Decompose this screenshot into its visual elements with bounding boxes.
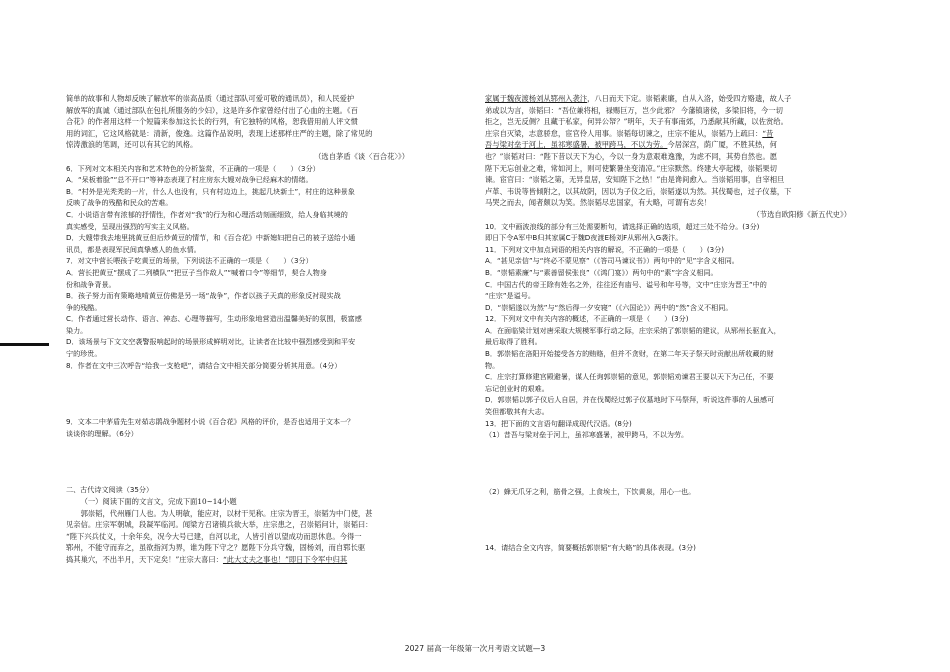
underlined-text: “此大丈夫之事也！”即日下令军中归其 — [222, 555, 348, 564]
option-a: A．“呆板着脸”“总不开口”等神态表现了村庄房东大嫂对战争已经麻木的情绪。 — [66, 175, 313, 185]
text-line — [485, 93, 885, 105]
option-b: B．“村外是光秃秃的一片，什么人也没有，只有村边边上，挑起几块新土”，村庄的这种景象 — [66, 186, 355, 196]
question-stem: 6．下列对文本相关内容和艺术特色的分析鉴赏，不正确的一项是（ ）（3分） — [66, 163, 320, 173]
question-14: 14．请结合全文内容，简要概括郭崇韬“有大略”的具体表现。(3分) — [485, 543, 696, 553]
question-stem: 7．对文中营长喂孩子吃黄豆的场景，下列说法不正确的一项是（ ）（3分） — [66, 256, 313, 266]
option-d: D．郭崇韬以郭子仪后人自居，并在伐蜀经过郭子仪墓地时下马祭拜，听说这件事的人虽感可 — [485, 395, 775, 405]
text-line: “陛下兴兵仗义，十余年矣，况今大号已建，自河以北，人皆引首以望成功而思休息。今得一 — [66, 531, 362, 541]
text-segment: 今居深宫，荫广厦，不胜其热，何 — [667, 140, 777, 150]
text-line: 弟或以为言，崇韬曰：“吾位兼将相，禄赐巨万，岂少此邪？ 今藩镇诸侯，多梁旧将，今一切 — [485, 105, 783, 115]
question-13-part1: （1）昔吾与梁对垒于河上，虽祁寒盛暑，被甲跨马，不以为劳。 — [485, 430, 689, 440]
text-line: 拒之，岂无反侧？且藏于私家，何异公帑？”明年，天子有事南郊，乃悉献其所藏，以佐赏给。 — [485, 117, 788, 127]
option-c: C．中国古代的帝王除有姓名之外，往往还有庙号、谥号和年号等，文中“庄宗为晋王”中的 — [485, 279, 767, 289]
text-line — [485, 139, 885, 151]
text-line: 见亲信。庄宗军朝城，段凝军临河。闻梁方召诸镇兵欲大举，庄宗患之，召崇韬问计，崇韬曰： — [66, 520, 373, 530]
option-b: B．孩子努力而有策略地啃黄豆仿佛是另一场“战争”，作者以孩子天真的形象反衬现实战 — [66, 291, 341, 301]
text-line — [66, 554, 443, 566]
question-stem: 12．下列对文中有关内容的概述，不正确的一项是（ ）(3分) — [485, 314, 689, 324]
question-11 — [485, 244, 885, 314]
text-line: 用的词汇，它这风格就是：清新，俊逸。这篇作品说明，表现上述那样庄严的主题，除了常见的 — [66, 128, 373, 138]
option-c: C．小说语言带有浓郁的抒情性，作者对“我”的行为和心理活动刻画细致，给人身临其境的 — [66, 209, 348, 219]
question-stem-cont: 即日下令A军中B归其家属C于魏D夜渡E杨刘F从郓州入G袭汴。 — [485, 233, 683, 243]
underlined-text: “昔 — [762, 128, 774, 138]
question-7 — [66, 255, 443, 359]
option-d-cont: 宁的珍贵。 — [66, 349, 102, 359]
question-9 — [66, 416, 443, 439]
text-line: 马哭之而去，闻者颇以为笑。然崇韬尽忠国家，有大略，可谓有志矣！ — [485, 198, 712, 208]
option-d: D．大嫂带我去地里挑黄豆但后炒黄豆的情节，和《百合花》中新媳妇把自己的被子送给小通 — [66, 233, 356, 243]
source-citation: （节选自欧阳修《新五代史》） — [752, 209, 851, 219]
answer-space — [66, 371, 443, 416]
option-b-cont: 争的残酷。 — [66, 302, 102, 312]
option-b: B．“崇韬素廉”与“素善留侯张良”（《鸿门宴》）两句中的“素”字含义相同。 — [485, 267, 718, 277]
question-stem: 10．文中画波浪线的部分有三处需要断句，请选择正确的选项，超过三处不给分。(3分) — [485, 221, 760, 231]
text-line — [485, 128, 885, 140]
option-d: D．该场景与下文文空袭警报响起时的场景形成鲜明对比，让读者在比较中强烈感受到和平安 — [66, 337, 356, 347]
answer-space — [66, 439, 443, 484]
text-line: 惊涛激浪的笔调，还可以有其它的风格。 — [66, 140, 198, 150]
question-8: 8．作者在文中三次呼告“给我一支枪吧”，请结合文中相关部分简要分析其用意。（4分） — [66, 360, 342, 370]
text-segment: ，八日而天下定。崇韬素廉，自从入洛，始受四方赂遗，故人子 — [587, 94, 792, 103]
source-citation: （选自茅盾《谈〈百合花〉》） — [314, 151, 409, 161]
text-line: 谏。宦官曰：“崇韬之第，无异皇居，安知陛下之热！”由是谗间愈入。当崇韬用事，自宰相旦 — [485, 175, 785, 185]
option-d: D．“崇韬遂以为然”与“然后得一夕安寝”（《六国论》）两中的“然”含义不相同。 — [485, 302, 733, 312]
option-c: C．庄宗打算修建宫殿避暑，谋人任询郭崇韬的意见，郭崇韬劝谏君王要以天下为己任，不要 — [485, 372, 774, 382]
underlined-text: 家属于魏夜渡杨刘从郓州入袭汴 — [485, 94, 588, 103]
underlined-text: 吾与梁对垒于河上，虽祁寒盛暑，被甲跨马，不以为劳。 — [485, 140, 668, 150]
option-d-cont: 讯员，都是表现军民间真挚感人的鱼水情。 — [66, 244, 201, 254]
option-b: B．郭崇韬在洛阳开始接受各方的贿赂，但并不贪财，在第二年天子祭天时贡献出所收藏的财 — [485, 349, 774, 359]
option-b-cont: 反映了战争的残酷和民众的苦难。 — [66, 198, 173, 208]
section-heading: 二、古代诗文阅读（35分） — [66, 485, 154, 495]
option-c: C．作者通过营长动作、语言、神态、心理等描写，生动形象地营造出温馨美好的氛围，极富感 — [66, 314, 362, 324]
text-line: 郓州，不能守而弃之，虽欲指河为界，谁为陛下守之？愿陛下分兵守魏，固杨刘，而自郓长驱 — [66, 543, 366, 553]
text-segment: 捣其巢穴，不出半月，天下定矣！”庄宗大喜曰： — [66, 555, 223, 564]
question-13-part2: （2）蜂无爪牙之利，筋骨之强，上食埃土，下饮黄泉，用心一也。 — [485, 486, 696, 496]
question-13: 13．把下面的文言语句翻译成现代汉语。(8分) — [485, 418, 632, 428]
option-d-cont: 笑但都敬其有大志。 — [485, 407, 549, 417]
classical-passage-cont — [485, 93, 885, 209]
question-stem: 11．下列对文中加点词语的相关内容的解说，不正确的一项是（ ）(3分) — [485, 244, 724, 254]
text-line: 卢革、韦说等皆倾附之，以其故阴，因以为子仪之后，崇韬遂以为然。其伐蜀也，过子仪墓，下 — [485, 186, 792, 196]
option-a: A．“甚见亲信”与“终必不蒙见察”（《答司马谏议书》）两句中的“见”字含义相同。 — [485, 256, 739, 266]
option-a-cont: 最后取得了胜利。 — [485, 337, 542, 347]
text-segment: 庄宗自灭梁，志意骄怠，宦官伶人用事。崇韬每切谏之，庄宗不能从，崇韬乃上疏曰： — [485, 128, 763, 138]
option-a-cont: 份和战争背景。 — [66, 279, 116, 289]
text-line: 合花》的作者用这样一个短篇来参加这长长的行列，有它独特的风格，恕我借用前人评文惯 — [66, 117, 358, 127]
left-column — [66, 93, 443, 566]
option-a: A．营长把黄豆“摆成了二列横队”“把豆子当作敌人”“喊着口令”等细节，契合人物身 — [66, 267, 327, 277]
text-line: 郭崇韬，代州雁门人也。为人明敏，能应对，以材干见称。庄宗为晋王，崇韬为中门使，甚 — [80, 508, 373, 518]
intro-paragraph — [66, 93, 443, 151]
right-column — [485, 93, 885, 554]
question-12 — [485, 313, 885, 417]
text-line: 解放军的真诚（通过部队在包扎所服务的少妇），这是许多作家曾经付出了心血的主题。《百 — [66, 105, 358, 115]
text-line: 陛下无忘创业之难，常如河上，则可使繁暑坐变清凉。”庄宗默然。终建大亭起楼，崇韬果切 — [485, 163, 777, 173]
margin-bar — [0, 343, 49, 346]
text-line: 简单的故事和人物却反映了解放军的崇高品质（通过部队可爱可敬的通讯员），和人民爱护 — [66, 94, 355, 103]
question-stem: 9．文本二中茅盾先生对茹志鹃战争题材小说《百合花》风格的评价，是否也适用于文本一？ — [66, 417, 355, 427]
question-10 — [485, 221, 885, 244]
answer-space — [485, 441, 885, 486]
classical-passage — [66, 508, 443, 566]
option-a: A．在面临梁计划对唐采取大规模军事行动之际，庄宗采纳了郭崇韬的建议，从郓州长驱直入， — [485, 325, 781, 335]
option-c-cont: 染力。 — [66, 325, 88, 335]
answer-space — [485, 497, 885, 542]
page-footer: 2027 届高一年级第一次月考语文试题—3 — [404, 644, 546, 653]
option-c-cont: 真实感受，呈现出强烈的写实主义风格。 — [66, 221, 194, 231]
question-stem-cont: 谈谈你的理解。（6分） — [66, 428, 138, 438]
option-b-cont: 物。 — [485, 360, 500, 370]
text-line: 也？”崇韬对曰：“陛下昔以天下为心，今以一身为意艰难逸豫，为虑不同，其势自然也。愿 — [485, 151, 778, 161]
question-6 — [66, 163, 443, 256]
option-c-cont: “庄宗”是谥号。 — [485, 291, 535, 301]
subsection-heading: （一）阅读下面的文言文，完成下面10~14小题 — [80, 497, 237, 507]
option-c-cont: 忘记创业时的艰难。 — [485, 383, 549, 393]
